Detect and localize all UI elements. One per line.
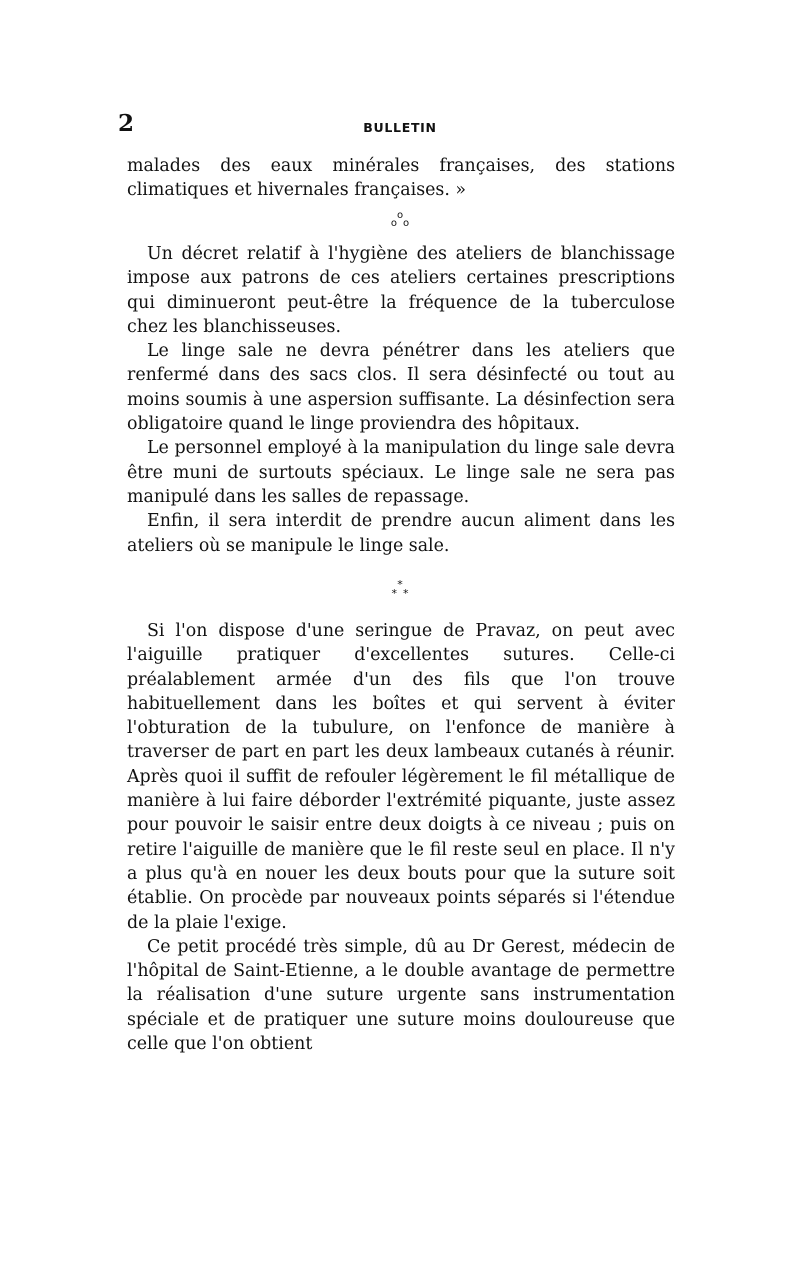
ornament-star-glyph: * — [397, 578, 403, 591]
paragraph: Ce petit procédé très simple, dû au Dr Gerest, médecin de l'hôpital de Saint-Etienne, a le double avantage de permettre la réalisation d'une suture urgente sans instrumentation spéciale et de pratiquer une suture moins douloureuse que celle que l'on obtient — [127, 936, 675, 1055]
ornament-stars — [0, 580, 800, 598]
paragraph: Le linge sale ne devra pénétrer dans les ateliers que renfermé dans des sacs clos. Il sera désinfecté ou tout au moins soumis à une aspersion suffisante. La désinfection sera obligatoire quand le linge proviendra des hôpitaux. — [127, 341, 675, 435]
page-number: 2 — [118, 110, 135, 137]
running-head: BULLETIN — [363, 120, 437, 135]
paragraph: Enfin, il sera interdit de prendre aucun aliment dans les ateliers où se manipule le linge sale. — [127, 511, 675, 556]
text-block-suture — [127, 619, 675, 1056]
paragraph: Le personnel employé à la manipulation du linge sale devra être muni de surtouts spéciaux. Le linge sale ne sera pas manipulé dans les salles de repassage. — [127, 438, 675, 507]
text-block-laundry — [127, 242, 675, 558]
paragraph: Un décret relatif à l'hygiène des ateliers de blanchissage impose aux patrons de ces ateliers certaines prescriptions qui diminueront peut-être la fréquence de la tuberculose chez les blanchisseuses. — [127, 244, 675, 337]
ornament-circle-glyph: o — [403, 218, 410, 229]
ornament-star-glyph: * — [403, 587, 409, 600]
ornament-circle-glyph: o — [396, 210, 404, 221]
ornament-circle-glyph: o — [390, 218, 397, 229]
paragraph: Si l'on dispose d'une seringue de Pravaz, on peut avec l'aiguille pratiquer d'excellentes sutures. Celle-ci préalablement armée d'un des fils que l'on trouve habituellement dans les boîtes et qui servent à éviter l'obturation de la tubulure, on l'enfonce de manière à traverser de part en part les deux lambeaux cutanés à réunir. Après quoi il suffit de refouler légèrement le fil métallique de manière à lui faire déborder l'extrémité piquante, juste assez pour pouvoir le saisir entre deux doigts à ce niveau ; puis on retire l'aiguille de manière que le fil reste seul en place. Il n'y a plus qu'à en nouer les deux bouts pour que la suture soit établie. On procède par nouveaux points séparés si l'étendue de la plaie l'exige. — [127, 621, 675, 933]
ornament-circles — [0, 212, 800, 228]
text-block-top — [127, 154, 675, 203]
ornament-star-glyph: * — [391, 587, 397, 600]
paragraph-continuation: malades des eaux minérales françaises, des stations climatiques et hivernales françaises. » — [127, 156, 675, 201]
